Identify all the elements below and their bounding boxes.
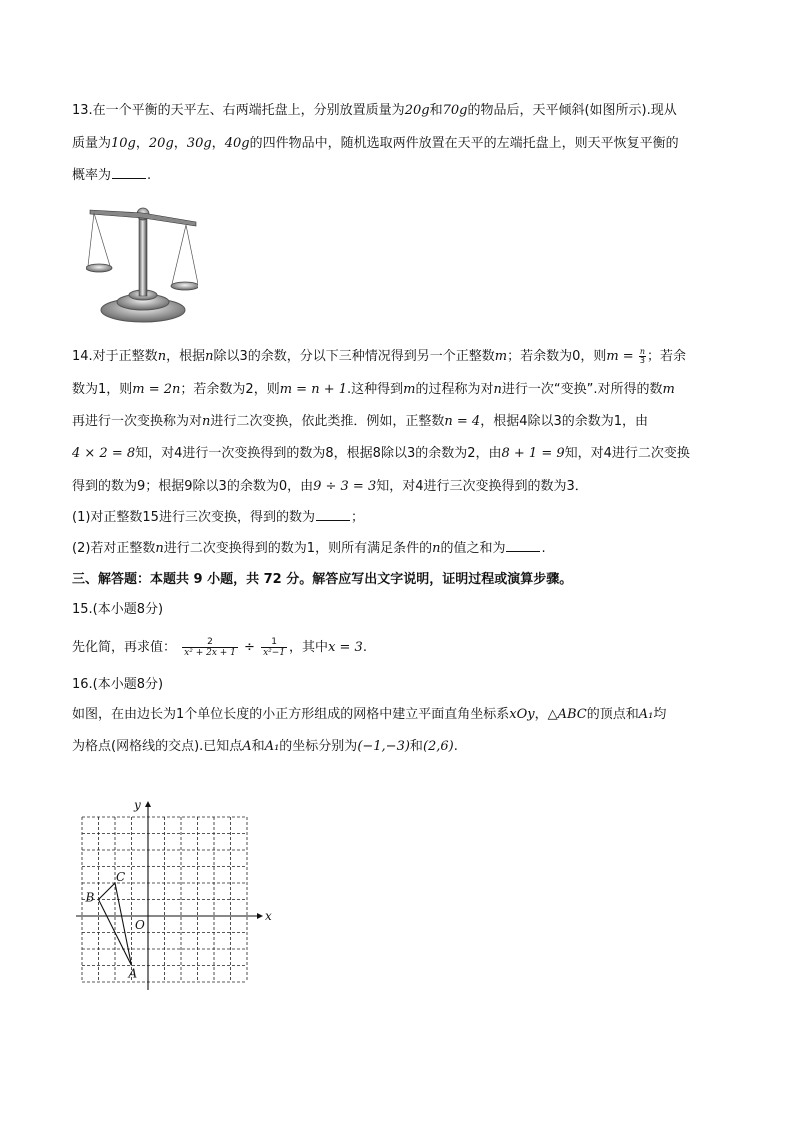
inline-math: m: [662, 382, 675, 397]
q14-line2: [72, 380, 675, 400]
q14-text: ；若余: [647, 349, 687, 364]
inline-text: 的顶点和: [586, 707, 639, 722]
q14-text: 14.对于正整数: [72, 349, 158, 364]
q14-text: 除以3的余数，分以下三种情况得到另一个正整数: [213, 349, 495, 364]
q16-line2: [72, 737, 458, 757]
inline-text: 知，对4进行一次变换得到的数为8，根据8除以3的余数为2，由: [135, 446, 502, 461]
fraction-denominator: 3: [639, 356, 645, 365]
q14-math: n: [155, 541, 164, 556]
fraction-numerator: 2: [182, 637, 238, 648]
inline-math: 20g: [148, 136, 174, 151]
inline-text: 进行一次“变换”.对所得的数: [501, 382, 663, 397]
q14-math: n: [432, 541, 441, 556]
q16-line1: [72, 705, 666, 725]
fraction-numerator: 1: [261, 637, 287, 648]
inline-math: m = 2n: [132, 382, 181, 397]
inline-text: 和: [409, 739, 423, 754]
y-axis-arrow: [145, 801, 151, 807]
inline-math: xOy: [509, 707, 535, 722]
inline-math: 10g: [111, 136, 136, 151]
inline-text: 知，对4进行三次变换得到的数为3．: [376, 479, 588, 494]
q14-math: m =: [606, 349, 634, 364]
inline-text: ，根据4除以3的余数为1，由: [480, 414, 649, 429]
point-a-label: A: [128, 966, 138, 981]
q15-operator: ÷: [244, 640, 255, 655]
q14-text: ，根据: [166, 349, 206, 364]
inline-text: ，: [211, 136, 225, 151]
q14-text: 进行二次变换得到的数为1，则所有满足条件的: [163, 541, 433, 556]
answer-blank[interactable]: [316, 508, 350, 521]
inline-math: m: [403, 382, 416, 397]
q13-text: .: [147, 168, 152, 183]
answer-blank[interactable]: [112, 166, 146, 179]
inline-math: n: [202, 414, 211, 429]
q14-line1: [72, 347, 686, 367]
q15-fraction-2: [261, 637, 287, 658]
q15-header: 15.(本小题8分): [72, 602, 164, 617]
inline-text: 13.在一个平衡的天平左、右两端托盘上，分别放置质量为: [72, 103, 405, 118]
inline-math: m = n + 1: [279, 382, 347, 397]
inline-text: 的四件物品中，随机选取两件放置在天平的左端托盘上，则天平恢复平衡的: [249, 136, 679, 151]
inline-math: n: [493, 382, 502, 397]
inline-math: ABC: [557, 707, 587, 722]
x-axis-arrow: [257, 913, 263, 919]
y-axis-label: y: [134, 798, 141, 812]
q14-line5: [72, 477, 588, 497]
inline-text: 和: [251, 739, 265, 754]
inline-text: .这种得到: [347, 382, 404, 397]
q13-line3: [72, 166, 151, 186]
q14-math: m: [494, 349, 508, 364]
inline-math: 9 ÷ 3 = 3: [313, 479, 377, 494]
q15-fraction-1: [182, 637, 238, 658]
q14-line3: [72, 412, 648, 432]
q14-text: ；: [350, 510, 364, 525]
answer-blank[interactable]: [506, 539, 540, 552]
inline-text: 质量为: [72, 136, 112, 151]
q14-sub1: [72, 508, 364, 528]
inline-math: A₁: [638, 707, 654, 722]
q15-text: 先化简，再求值：: [72, 640, 177, 655]
q14-fraction: [639, 348, 646, 365]
point-c-label: C: [116, 870, 126, 884]
point-b-label: B: [85, 890, 95, 905]
q14-text: (1)对正整数15进行三次变换，得到的数为: [72, 510, 315, 525]
inline-math: 20g: [404, 103, 430, 118]
inline-math: 70g: [442, 103, 468, 118]
axes: [76, 801, 263, 990]
inline-math: 40g: [224, 136, 250, 151]
q15-text: .: [362, 640, 367, 655]
grid-lines: [82, 817, 247, 982]
section-title: 三、解答题：本题共 9 小题，共 72 分。解答应写出文字说明，证明过程或演算步骤。: [72, 572, 573, 587]
q13-line2: [72, 134, 679, 154]
inline-text: ，△: [534, 707, 558, 722]
q14-math: n: [205, 349, 214, 364]
inline-text: 再进行一次变换称为对: [72, 414, 203, 429]
inline-math: A: [242, 739, 252, 754]
q13-line1: [72, 101, 677, 121]
x-axis-label: x: [265, 909, 272, 923]
balance-scale-image: [86, 200, 198, 326]
inline-text: 得到的数为9；根据9除以3的余数为0，由: [72, 479, 314, 494]
inline-math: 8 + 1 = 9: [501, 446, 565, 461]
inline-math: 4 × 2 = 8: [72, 446, 136, 461]
inline-text: 均: [653, 707, 667, 722]
q15-body: [72, 636, 367, 660]
inline-math: (2,6): [422, 739, 454, 754]
inline-text: .: [453, 739, 458, 754]
inline-text: ，: [135, 136, 149, 151]
inline-math: (−1,−3): [357, 739, 410, 754]
q14-text: .: [541, 541, 546, 556]
inline-text: ，: [173, 136, 187, 151]
inline-text: 进行二次变换，依此类推．例如，正整数: [210, 414, 445, 429]
inline-text: 和: [429, 103, 443, 118]
q16-header: 16.(本小题8分): [72, 677, 164, 692]
fraction-denominator: x² + 2x + 1: [184, 648, 236, 658]
inline-text: 数为1，则: [72, 382, 133, 397]
inline-math: 30g: [186, 136, 212, 151]
q15-text: ，其中: [289, 640, 329, 655]
inline-text: 知，对4进行二次变换: [564, 446, 690, 461]
q14-math: n: [157, 349, 167, 364]
q14-text: (2)若对正整数: [72, 541, 156, 556]
q14-text: ；若余数为0，则: [507, 349, 607, 364]
q14-sub2: [72, 539, 546, 559]
q13-text: 概率为: [72, 168, 112, 183]
inline-text: 为格点(网格线的交点).已知点: [72, 739, 243, 754]
origin-label: O: [135, 918, 145, 932]
inline-text: ；若余数为2，则: [180, 382, 280, 397]
inline-text: 的坐标分别为: [279, 739, 358, 754]
coordinate-grid-figure: [72, 792, 282, 1012]
inline-text: 的过程称为对: [415, 382, 494, 397]
q15-math: x = 3: [328, 640, 363, 655]
q14-line4: [72, 444, 690, 464]
fraction-denominator: x²−1: [263, 648, 286, 658]
inline-math: n = 4: [444, 414, 481, 429]
fraction-numerator: n: [639, 347, 645, 356]
q14-text: 的值之和为: [440, 541, 506, 556]
inline-math: A₁: [264, 739, 280, 754]
inline-text: 如图，在由边长为1个单位长度的小正方形组成的网格中建立平面直角坐标系: [72, 707, 510, 722]
inline-text: 的物品后，天平倾斜(如图所示).现从: [467, 103, 677, 118]
